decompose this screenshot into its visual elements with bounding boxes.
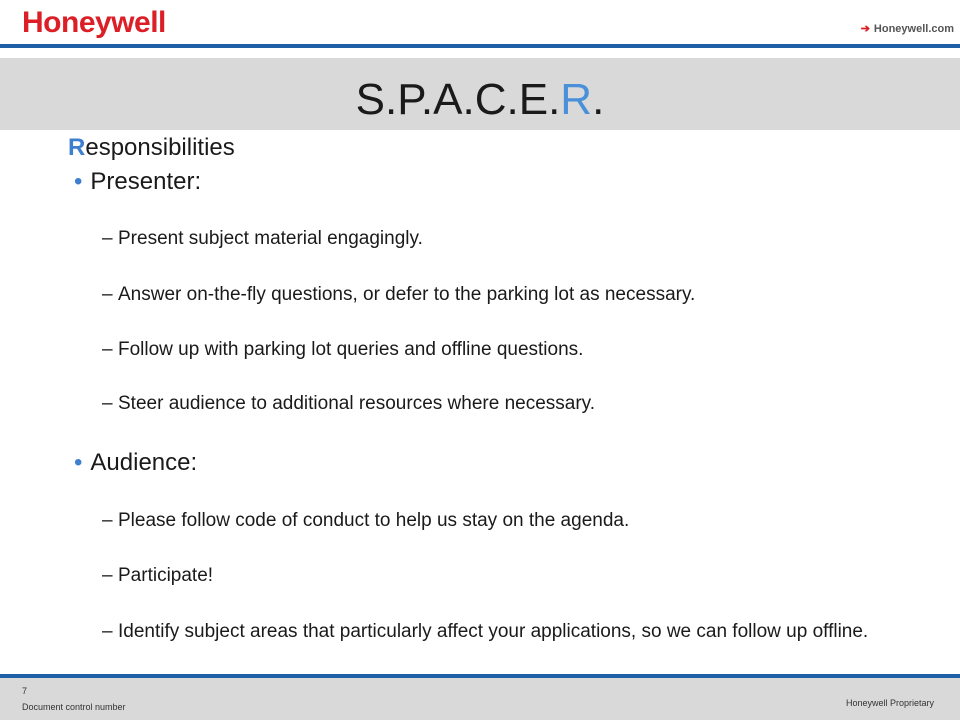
list-item: – Answer on-the-fly questions, or defer to the parking lot as necessary. [102,284,696,305]
list-item: – Steer audience to additional resources where necessary. [102,393,596,414]
page-number: 7 [22,686,28,696]
bullet-presenter [74,168,201,196]
subtitle-cap-letter: R [68,134,86,161]
bullet-icon: • [74,168,83,195]
dash-icon: – [102,339,113,360]
arrow-right-icon: ➔ [860,23,870,35]
list-item: – Present subject material engagingly. [102,228,423,249]
bullet-heading: Presenter: [90,168,202,195]
dash-icon: – [102,284,113,305]
bullet-heading: Audience: [90,449,198,476]
list-item: – Participate! [102,565,214,586]
honeywell-logo: Honeywell [22,6,166,39]
list-item: – Please follow code of conduct to help us stay on the agenda. [102,510,630,531]
slide-subtitle: Responsibilities [68,134,235,161]
list-item: – Identify subject areas that particularly affect your applications, so we can follow up offline. [102,621,869,642]
bullet-audience [74,449,197,477]
dash-icon: – [102,621,113,642]
footer-band [0,678,960,720]
honeywell-com-link[interactable] [861,22,954,35]
dash-icon: – [102,510,113,531]
dash-icon: – [102,228,113,249]
document-control-number: Document control number [22,702,126,712]
dash-icon: – [102,565,113,586]
list-item: – Follow up with parking lot queries and offline questions. [102,339,584,360]
title-accent-letter: R [560,75,593,124]
dash-icon: – [102,393,113,414]
bullet-icon: • [74,449,83,476]
honeywell-com-link-label: Honeywell.com [873,23,954,35]
header-rule [0,44,960,48]
slide-title: S.P.A.C.E.R. [355,75,605,124]
proprietary-notice: Honeywell Proprietary [845,698,934,708]
